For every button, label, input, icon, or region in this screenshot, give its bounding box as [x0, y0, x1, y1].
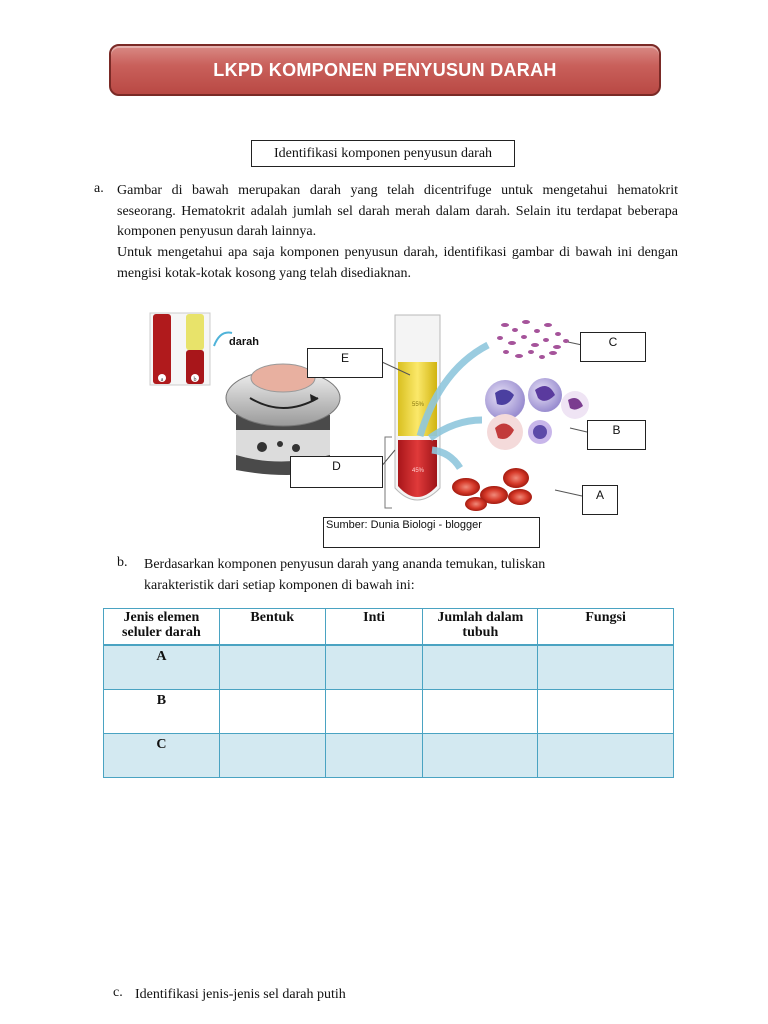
plasma-percent: 55%: [411, 402, 425, 408]
section-a-paragraph-1: Gambar di bawah merupakan darah yang telah dicentrifuge untuk mengetahui hematokrit seseorang. Hematokrit adalah jumlah sel darah merah dalam darah. Selain itu terdapat beberapa komponen penyusun darah lainnya.: [117, 183, 678, 239]
header-jenis-elemen: Jenis elemen seluler darah: [104, 609, 220, 646]
tube-mark-b-text: b: [193, 377, 197, 383]
header-jumlah: Jumlah dalam tubuh: [423, 609, 538, 646]
cell-c-bentuk[interactable]: [219, 734, 325, 778]
cell-a-fungsi[interactable]: [538, 645, 674, 690]
section-c-marker: c.: [113, 985, 123, 1000]
row-label-a: A: [104, 645, 220, 690]
section-c-text: Identifikasi jenis-jenis sel darah putih: [135, 987, 346, 1002]
section-a-marker: a.: [94, 181, 104, 196]
tube-whole-blood: [153, 314, 171, 384]
row-label-b: B: [104, 690, 220, 734]
cell-b-inti[interactable]: [325, 690, 423, 734]
section-subtitle: Identifikasi komponen penyusun darah: [251, 140, 515, 167]
header-fungsi: Fungsi: [538, 609, 674, 646]
header-inti: Inti: [325, 609, 423, 646]
label-box-b[interactable]: B: [587, 420, 646, 450]
cell-c-jumlah[interactable]: [423, 734, 538, 778]
cell-a-jumlah[interactable]: [423, 645, 538, 690]
label-box-c[interactable]: C: [580, 332, 646, 362]
page-title: LKPD KOMPONEN PENYUSUN DARAH: [213, 60, 557, 80]
platelets-cluster: [497, 320, 569, 359]
label-box-d[interactable]: D: [290, 456, 383, 488]
test-tubes-photo: [150, 313, 259, 385]
section-b-text: Berdasarkan komponen penyusun darah yang ananda temukan, tuliskan karakteristik dari setiap komponen di bawah ini:: [144, 557, 546, 593]
label-box-e[interactable]: E: [307, 348, 383, 378]
tube-plasma: [186, 314, 204, 350]
table-row: [104, 690, 674, 734]
row-label-c: C: [104, 734, 220, 778]
cell-b-bentuk[interactable]: [219, 690, 325, 734]
characteristics-table: [103, 608, 674, 778]
section-b-marker: b.: [117, 555, 128, 570]
table-header-row: [104, 609, 674, 646]
section-a-paragraph-2: Untuk mengetahui apa saja komponen penyusun darah, identifikasi gambar di bawah ini dengan mengisi kotak-kotak kosong yang telah disediaknan.: [117, 245, 678, 281]
cell-c-fungsi[interactable]: [538, 734, 674, 778]
figure-source: Sumber: Dunia Biologi - blogger: [323, 517, 540, 548]
cell-a-bentuk[interactable]: [219, 645, 325, 690]
darah-label: darah: [229, 336, 259, 348]
table-row: [104, 645, 674, 690]
red-blood-cells: [452, 468, 532, 511]
header-bentuk: Bentuk: [219, 609, 325, 646]
cells-percent: 45%: [411, 468, 425, 474]
cell-c-inti[interactable]: [325, 734, 423, 778]
table-row: [104, 734, 674, 778]
tube-mark-a-text: a: [160, 377, 164, 383]
label-box-a[interactable]: A: [582, 485, 618, 515]
title-banner: [109, 44, 661, 96]
cell-b-jumlah[interactable]: [423, 690, 538, 734]
cell-a-inti[interactable]: [325, 645, 423, 690]
cell-b-fungsi[interactable]: [538, 690, 674, 734]
white-blood-cells: [485, 378, 589, 450]
